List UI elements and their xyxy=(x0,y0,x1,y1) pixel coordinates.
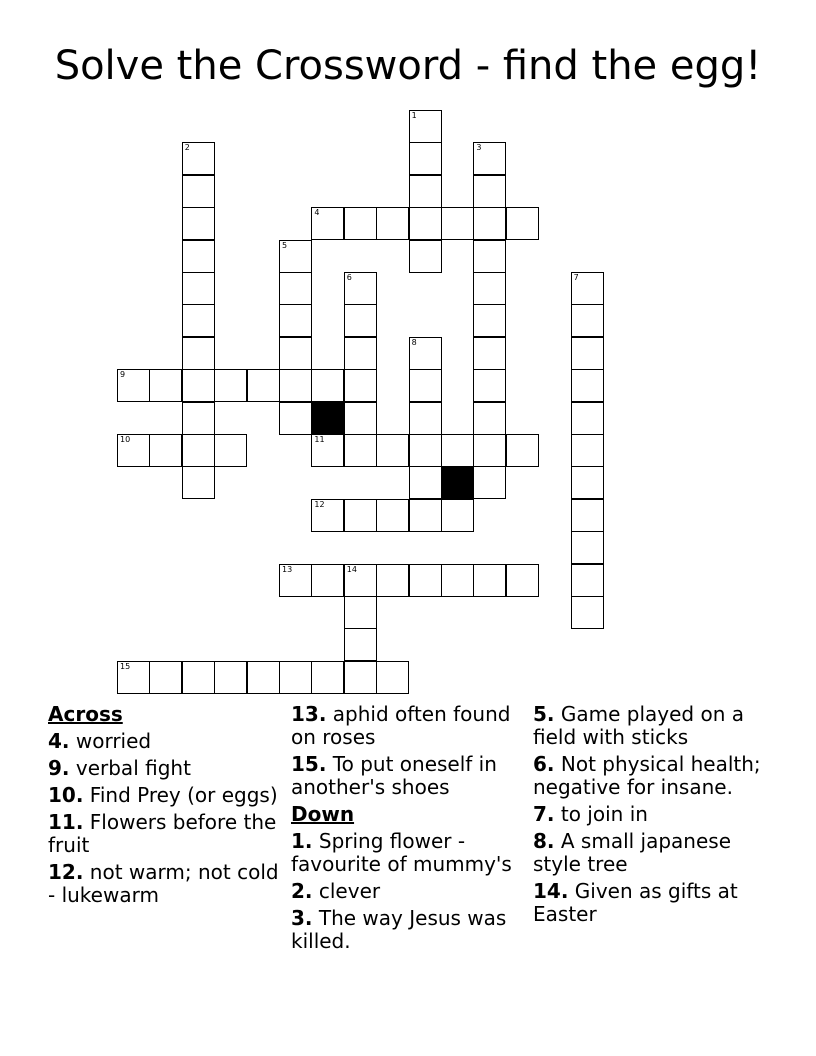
clue-number-label: 15 xyxy=(120,661,131,671)
grid-cell[interactable] xyxy=(473,272,506,305)
clue-text: Game played on a field with sticks xyxy=(533,702,744,749)
grid-cell[interactable] xyxy=(409,369,442,402)
grid-cell[interactable] xyxy=(473,304,506,337)
clue-number-label: 6 xyxy=(346,273,352,282)
clue-number-label: 11 xyxy=(314,435,325,444)
across-clue-4 xyxy=(48,730,284,753)
grid-cell[interactable] xyxy=(182,434,215,467)
clue-number: 2. xyxy=(291,879,313,903)
down-clue-2 xyxy=(291,880,527,903)
grid-cell[interactable] xyxy=(409,337,442,370)
grid-cell[interactable] xyxy=(344,207,377,240)
grid-cell[interactable] xyxy=(344,661,377,694)
clue-number: 8. xyxy=(533,829,555,853)
grid-cell[interactable] xyxy=(182,142,215,175)
grid-cell[interactable] xyxy=(376,661,409,694)
grid-cell[interactable] xyxy=(279,661,312,694)
clue-number: 3. xyxy=(291,906,313,930)
grid-cell[interactable] xyxy=(409,142,442,175)
grid-cell[interactable] xyxy=(571,499,604,532)
down-clue-8 xyxy=(533,830,763,876)
grid-cell[interactable] xyxy=(117,434,150,467)
grid-cell[interactable] xyxy=(473,564,506,597)
clue-number: 11. xyxy=(48,810,84,834)
clue-number-label: 4 xyxy=(314,208,320,218)
down-clue-1 xyxy=(291,830,527,876)
grid-cell[interactable] xyxy=(571,304,604,337)
clue-number: 4. xyxy=(48,729,70,753)
grid-cell[interactable] xyxy=(376,564,409,597)
clue-text: worried xyxy=(69,729,152,753)
grid-cell[interactable] xyxy=(409,434,442,467)
clue-number: 7. xyxy=(533,802,555,826)
clue-number-label: 5 xyxy=(282,240,288,250)
grid-cell[interactable] xyxy=(214,434,247,467)
clue-text: A small japanese style tree xyxy=(533,829,732,876)
clue-text: aphid often found on roses xyxy=(291,702,511,749)
grid-cell[interactable] xyxy=(473,402,506,435)
grid-cell[interactable] xyxy=(214,369,247,402)
across-clue-11 xyxy=(48,811,284,857)
clue-text: Not physical health; negative for insane. xyxy=(533,752,761,799)
down-clue-6 xyxy=(533,753,763,799)
grid-cell[interactable] xyxy=(409,402,442,435)
across-clue-9 xyxy=(48,757,284,780)
grid-cell[interactable] xyxy=(441,434,474,467)
clue-number-label: 3 xyxy=(476,143,482,153)
grid-cell[interactable] xyxy=(182,240,215,273)
grid-cell[interactable] xyxy=(279,240,312,273)
clue-text: To put oneself in another's shoes xyxy=(291,752,497,799)
clue-number: 5. xyxy=(533,702,555,726)
grid-cell[interactable] xyxy=(182,369,215,402)
grid-cell[interactable] xyxy=(409,564,442,597)
clue-text: Spring flower - favourite of mummy's xyxy=(291,829,512,876)
clue-number: 10. xyxy=(48,783,84,807)
black-cell xyxy=(441,466,474,499)
grid-cell[interactable] xyxy=(571,466,604,499)
clue-text: to join in xyxy=(554,802,648,826)
clue-number: 12. xyxy=(48,860,84,884)
grid-cell[interactable] xyxy=(473,240,506,273)
grid-cell[interactable] xyxy=(149,434,182,467)
grid-cell[interactable] xyxy=(344,596,377,629)
clue-number-label: 7 xyxy=(573,273,579,282)
grid-cell[interactable] xyxy=(441,564,474,597)
grid-cell[interactable] xyxy=(182,466,215,499)
grid-cell[interactable] xyxy=(441,499,474,532)
grid-cell[interactable] xyxy=(506,564,539,597)
clue-number-label: 12 xyxy=(314,499,325,509)
grid-cell[interactable] xyxy=(473,369,506,402)
down-clue-14 xyxy=(533,880,763,926)
grid-cell[interactable] xyxy=(214,661,247,694)
down-clue-3 xyxy=(291,907,527,953)
grid-cell[interactable] xyxy=(473,175,506,208)
grid-cell[interactable] xyxy=(182,175,215,208)
grid-cell[interactable] xyxy=(473,434,506,467)
grid-cell[interactable] xyxy=(344,564,377,597)
crossword-grid xyxy=(117,110,579,692)
grid-cell[interactable] xyxy=(311,499,344,532)
grid-cell[interactable] xyxy=(409,466,442,499)
clue-number-label: 8 xyxy=(411,337,417,347)
grid-cell[interactable] xyxy=(311,434,344,467)
grid-cell[interactable] xyxy=(571,564,604,597)
clue-number-label: 14 xyxy=(346,564,357,574)
clue-number-label: 13 xyxy=(282,564,293,574)
grid-cell[interactable] xyxy=(344,369,377,402)
clue-column-1 xyxy=(48,703,284,911)
grid-cell[interactable] xyxy=(376,207,409,240)
grid-cell[interactable] xyxy=(473,142,506,175)
grid-cell[interactable] xyxy=(149,661,182,694)
clue-number-label: 2 xyxy=(184,143,190,153)
grid-cell[interactable] xyxy=(344,499,377,532)
across-clue-15 xyxy=(291,753,527,799)
down-clue-7 xyxy=(533,803,763,826)
grid-cell[interactable] xyxy=(311,369,344,402)
clue-text: Given as gifts at Easter xyxy=(533,879,738,926)
grid-cell[interactable] xyxy=(149,369,182,402)
grid-cell[interactable] xyxy=(376,499,409,532)
grid-cell[interactable] xyxy=(182,402,215,435)
clue-number: 13. xyxy=(291,702,327,726)
grid-cell[interactable] xyxy=(571,531,604,564)
grid-cell[interactable] xyxy=(182,207,215,240)
grid-cell[interactable] xyxy=(117,661,150,694)
grid-cell[interactable] xyxy=(311,207,344,240)
grid-cell[interactable] xyxy=(247,369,280,402)
grid-cell[interactable] xyxy=(344,337,377,370)
across-clue-13 xyxy=(291,703,527,749)
clue-number: 15. xyxy=(291,752,327,776)
grid-cell[interactable] xyxy=(117,369,150,402)
grid-cell[interactable] xyxy=(344,628,377,661)
across-clue-12 xyxy=(48,861,284,907)
grid-cell[interactable] xyxy=(182,337,215,370)
grid-cell[interactable] xyxy=(409,240,442,273)
grid-cell[interactable] xyxy=(376,434,409,467)
grid-cell[interactable] xyxy=(409,207,442,240)
black-cell xyxy=(311,402,344,435)
across-heading: Across xyxy=(48,702,123,726)
grid-cell[interactable] xyxy=(473,466,506,499)
grid-cell[interactable] xyxy=(571,402,604,435)
grid-cell[interactable] xyxy=(409,499,442,532)
grid-cell[interactable] xyxy=(571,337,604,370)
down-clue-5 xyxy=(533,703,763,749)
grid-cell[interactable] xyxy=(182,661,215,694)
grid-cell[interactable] xyxy=(311,661,344,694)
grid-cell[interactable] xyxy=(279,304,312,337)
grid-cell[interactable] xyxy=(506,207,539,240)
clue-text: clever xyxy=(312,879,381,903)
grid-cell[interactable] xyxy=(344,434,377,467)
grid-cell[interactable] xyxy=(279,564,312,597)
clue-text: Find Prey (or eggs) xyxy=(83,783,278,807)
grid-cell[interactable] xyxy=(311,564,344,597)
grid-cell[interactable] xyxy=(571,369,604,402)
clue-text: The way Jesus was killed. xyxy=(291,906,507,953)
clue-text: verbal fight xyxy=(69,756,191,780)
clue-number: 9. xyxy=(48,756,70,780)
across-clue-10 xyxy=(48,784,284,807)
grid-cell[interactable] xyxy=(409,110,442,143)
clue-column-3 xyxy=(533,703,763,930)
grid-cell[interactable] xyxy=(571,596,604,629)
grid-cell[interactable] xyxy=(506,434,539,467)
grid-cell[interactable] xyxy=(247,661,280,694)
clue-text: not warm; not cold - lukewarm xyxy=(48,860,279,907)
grid-cell[interactable] xyxy=(279,369,312,402)
clue-number-label: 1 xyxy=(411,111,417,120)
grid-cell[interactable] xyxy=(409,175,442,208)
grid-cell[interactable] xyxy=(344,304,377,337)
clue-number: 1. xyxy=(291,829,313,853)
down-heading: Down xyxy=(291,802,355,826)
clue-number-label: 10 xyxy=(120,435,131,444)
clue-number-label: 9 xyxy=(120,370,126,380)
grid-cell[interactable] xyxy=(182,272,215,305)
grid-cell[interactable] xyxy=(473,207,506,240)
grid-cell[interactable] xyxy=(344,402,377,435)
grid-cell[interactable] xyxy=(279,402,312,435)
grid-cell[interactable] xyxy=(344,272,377,305)
grid-cell[interactable] xyxy=(182,304,215,337)
grid-cell[interactable] xyxy=(279,272,312,305)
grid-cell[interactable] xyxy=(441,207,474,240)
grid-cell[interactable] xyxy=(571,434,604,467)
clue-text: Flowers before the fruit xyxy=(48,810,277,857)
grid-cell[interactable] xyxy=(571,272,604,305)
page-title: Solve the Crossword - find the egg! xyxy=(54,43,762,89)
grid-cell[interactable] xyxy=(473,337,506,370)
clue-column-2 xyxy=(291,703,527,957)
clue-number: 6. xyxy=(533,752,555,776)
grid-cell[interactable] xyxy=(279,337,312,370)
clue-number: 14. xyxy=(533,879,569,903)
